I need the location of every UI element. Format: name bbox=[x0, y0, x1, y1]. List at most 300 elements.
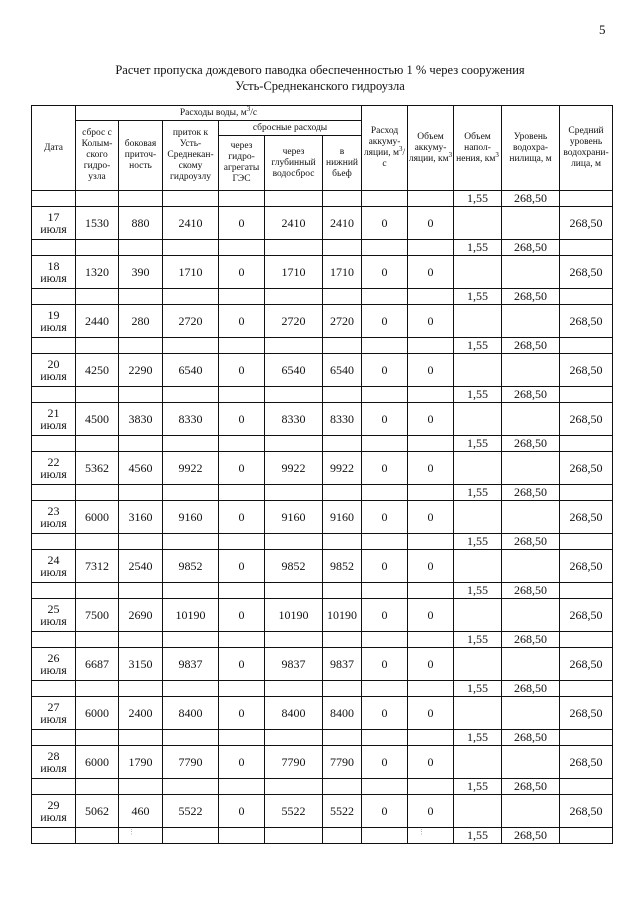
accum-volume-cell: 0 bbox=[408, 648, 454, 681]
mean-level-cell: 268,50 bbox=[560, 403, 613, 436]
empty-cell bbox=[219, 583, 265, 599]
empty-cell bbox=[219, 289, 265, 305]
hpp-cell: 0 bbox=[219, 550, 265, 583]
accum-flow-cell: 0 bbox=[362, 452, 408, 485]
kolyma-cell: 4250 bbox=[76, 354, 119, 387]
table-row bbox=[32, 207, 613, 240]
empty-cell bbox=[119, 779, 163, 795]
deep-spillway-cell: 9922 bbox=[265, 452, 323, 485]
date-cell bbox=[32, 599, 76, 632]
empty-cell bbox=[408, 191, 454, 207]
empty-cell bbox=[32, 583, 76, 599]
empty-cell bbox=[323, 681, 362, 697]
empty-cell bbox=[163, 828, 219, 844]
accum-flow-cell: 0 bbox=[362, 207, 408, 240]
inflow-cell: 9837 bbox=[163, 648, 219, 681]
mean-level-cell: 268,50 bbox=[560, 256, 613, 289]
header-date: Дата bbox=[32, 106, 76, 191]
fill-volume-cell: 1,55 bbox=[454, 632, 502, 648]
empty-cell bbox=[76, 240, 119, 256]
empty-cell bbox=[219, 779, 265, 795]
deep-spillway-cell: 7790 bbox=[265, 746, 323, 779]
downstream-cell: 1710 bbox=[323, 256, 362, 289]
empty-cell bbox=[502, 354, 560, 387]
empty-cell bbox=[362, 240, 408, 256]
level-row bbox=[32, 730, 613, 746]
table-row bbox=[32, 256, 613, 289]
empty-cell bbox=[560, 338, 613, 354]
table-row bbox=[32, 305, 613, 338]
fill-volume-cell: 1,55 bbox=[454, 534, 502, 550]
level-row bbox=[32, 779, 613, 795]
empty-cell bbox=[560, 191, 613, 207]
empty-cell bbox=[32, 534, 76, 550]
empty-cell bbox=[119, 583, 163, 599]
empty-cell bbox=[265, 730, 323, 746]
inflow-cell: 8400 bbox=[163, 697, 219, 730]
date-day: 29 bbox=[47, 798, 60, 812]
kolyma-cell: 7500 bbox=[76, 599, 119, 632]
date-cell bbox=[32, 746, 76, 779]
empty-cell bbox=[362, 681, 408, 697]
empty-cell bbox=[76, 730, 119, 746]
inflow-cell: 7790 bbox=[163, 746, 219, 779]
empty-cell bbox=[408, 338, 454, 354]
mean-level-cell: 268,50 bbox=[560, 452, 613, 485]
lateral-cell: 2690 bbox=[119, 599, 163, 632]
empty-cell bbox=[323, 436, 362, 452]
empty-cell bbox=[219, 338, 265, 354]
empty-cell bbox=[362, 632, 408, 648]
empty-cell bbox=[454, 452, 502, 485]
hpp-cell: 0 bbox=[219, 795, 265, 828]
lateral-cell: 390 bbox=[119, 256, 163, 289]
header-fill-volume: Объем напол-нения, $км^3$ bbox=[454, 106, 502, 191]
empty-cell bbox=[502, 746, 560, 779]
empty-cell bbox=[219, 436, 265, 452]
empty-cell bbox=[76, 583, 119, 599]
fill-volume-cell: 1,55 bbox=[454, 191, 502, 207]
level-row bbox=[32, 436, 613, 452]
empty-cell bbox=[265, 828, 323, 844]
lateral-cell: 3160 bbox=[119, 501, 163, 534]
fill-volume-cell: 1,55 bbox=[454, 485, 502, 501]
date-cell bbox=[32, 648, 76, 681]
empty-cell bbox=[119, 828, 163, 844]
accum-volume-cell: 0 bbox=[408, 403, 454, 436]
empty-cell bbox=[408, 534, 454, 550]
accum-volume-cell: 0 bbox=[408, 550, 454, 583]
empty-cell bbox=[32, 338, 76, 354]
empty-cell bbox=[362, 828, 408, 844]
reservoir-level-cell: 268,50 bbox=[502, 191, 560, 207]
accum-flow-cell: 0 bbox=[362, 697, 408, 730]
empty-cell bbox=[76, 289, 119, 305]
downstream-cell: 7790 bbox=[323, 746, 362, 779]
table-row bbox=[32, 452, 613, 485]
empty-cell bbox=[454, 697, 502, 730]
date-month: июля bbox=[40, 810, 67, 824]
downstream-cell: 10190 bbox=[323, 599, 362, 632]
accum-flow-cell: 0 bbox=[362, 599, 408, 632]
empty-cell bbox=[323, 289, 362, 305]
empty-cell bbox=[163, 289, 219, 305]
header-downstream: в нижний бьеф bbox=[323, 136, 362, 191]
mean-level-cell: 268,50 bbox=[560, 501, 613, 534]
empty-cell bbox=[454, 795, 502, 828]
level-row bbox=[32, 387, 613, 403]
empty-cell bbox=[32, 191, 76, 207]
accum-volume-cell: 0 bbox=[408, 452, 454, 485]
date-cell bbox=[32, 795, 76, 828]
reservoir-level-cell: 268,50 bbox=[502, 632, 560, 648]
empty-cell bbox=[119, 485, 163, 501]
empty-cell bbox=[502, 795, 560, 828]
deep-spillway-cell: 8330 bbox=[265, 403, 323, 436]
empty-cell bbox=[502, 403, 560, 436]
accum-volume-cell: 0 bbox=[408, 501, 454, 534]
table-row bbox=[32, 697, 613, 730]
empty-cell bbox=[119, 338, 163, 354]
date-month: июля bbox=[40, 565, 67, 579]
deep-spillway-cell: 10190 bbox=[265, 599, 323, 632]
mean-level-cell: 268,50 bbox=[560, 354, 613, 387]
inflow-cell: 9922 bbox=[163, 452, 219, 485]
accum-flow-cell: 0 bbox=[362, 746, 408, 779]
inflow-cell: 6540 bbox=[163, 354, 219, 387]
fill-volume-cell: 1,55 bbox=[454, 730, 502, 746]
empty-cell bbox=[362, 387, 408, 403]
empty-cell bbox=[32, 289, 76, 305]
date-day: 20 bbox=[47, 357, 60, 371]
empty-cell bbox=[163, 681, 219, 697]
empty-cell bbox=[32, 828, 76, 844]
table-row bbox=[32, 648, 613, 681]
empty-cell bbox=[323, 534, 362, 550]
date-month: июля bbox=[40, 271, 67, 285]
reservoir-level-cell: 268,50 bbox=[502, 338, 560, 354]
empty-cell bbox=[163, 779, 219, 795]
kolyma-cell: 7312 bbox=[76, 550, 119, 583]
empty-cell bbox=[119, 632, 163, 648]
date-day: 22 bbox=[47, 455, 60, 469]
empty-cell bbox=[454, 648, 502, 681]
hpp-cell: 0 bbox=[219, 207, 265, 240]
empty-cell bbox=[76, 485, 119, 501]
empty-cell bbox=[323, 828, 362, 844]
empty-cell bbox=[454, 354, 502, 387]
header-deep-spillway: через глубинный водосброс bbox=[265, 136, 323, 191]
empty-cell bbox=[265, 583, 323, 599]
empty-cell bbox=[76, 191, 119, 207]
empty-cell bbox=[265, 240, 323, 256]
downstream-cell: 6540 bbox=[323, 354, 362, 387]
empty-cell bbox=[408, 730, 454, 746]
lateral-cell: 880 bbox=[119, 207, 163, 240]
header-lateral-inflow: боковая приточ-ность bbox=[119, 121, 163, 191]
empty-cell bbox=[408, 828, 454, 844]
date-cell bbox=[32, 550, 76, 583]
date-month: июля bbox=[40, 663, 67, 677]
document-title bbox=[0, 62, 640, 94]
empty-cell bbox=[362, 534, 408, 550]
empty-cell bbox=[408, 289, 454, 305]
empty-cell bbox=[408, 681, 454, 697]
empty-cell bbox=[454, 746, 502, 779]
empty-cell bbox=[119, 730, 163, 746]
header-accum-flow: Расход аккуму-ляции, $м^3/с$ bbox=[362, 106, 408, 191]
mean-level-cell: 268,50 bbox=[560, 599, 613, 632]
table-row bbox=[32, 746, 613, 779]
empty-cell bbox=[362, 730, 408, 746]
accum-flow-cell: 0 bbox=[362, 403, 408, 436]
date-cell bbox=[32, 305, 76, 338]
empty-cell bbox=[323, 485, 362, 501]
header-reservoir-level: Уровень водохра-нилища, м bbox=[502, 106, 560, 191]
empty-cell bbox=[76, 338, 119, 354]
empty-cell bbox=[265, 436, 323, 452]
kolyma-cell: 4500 bbox=[76, 403, 119, 436]
table-row bbox=[32, 354, 613, 387]
accum-volume-cell: 0 bbox=[408, 256, 454, 289]
deep-spillway-cell: 9837 bbox=[265, 648, 323, 681]
date-day: 23 bbox=[47, 504, 60, 518]
date-month: июля bbox=[40, 516, 67, 530]
empty-cell bbox=[560, 534, 613, 550]
fill-volume-cell: 1,55 bbox=[454, 828, 502, 844]
inflow-cell: 9852 bbox=[163, 550, 219, 583]
empty-cell bbox=[362, 338, 408, 354]
empty-cell bbox=[454, 550, 502, 583]
hpp-cell: 0 bbox=[219, 501, 265, 534]
empty-cell bbox=[32, 485, 76, 501]
hpp-cell: 0 bbox=[219, 697, 265, 730]
empty-cell bbox=[408, 387, 454, 403]
fill-volume-cell: 1,55 bbox=[454, 289, 502, 305]
empty-cell bbox=[119, 436, 163, 452]
hpp-cell: 0 bbox=[219, 354, 265, 387]
empty-cell bbox=[163, 583, 219, 599]
level-row bbox=[32, 828, 613, 844]
empty-cell bbox=[219, 828, 265, 844]
empty-cell bbox=[163, 387, 219, 403]
empty-cell bbox=[219, 240, 265, 256]
accum-volume-cell: 0 bbox=[408, 354, 454, 387]
reservoir-level-cell: 268,50 bbox=[502, 436, 560, 452]
header-via-hpp: через гидро-агрегаты ГЭС bbox=[219, 136, 265, 191]
date-month: июля bbox=[40, 222, 67, 236]
empty-cell bbox=[502, 452, 560, 485]
empty-cell bbox=[163, 436, 219, 452]
empty-cell bbox=[265, 387, 323, 403]
kolyma-cell: 1530 bbox=[76, 207, 119, 240]
date-day: 26 bbox=[47, 651, 60, 665]
empty-cell bbox=[163, 632, 219, 648]
inflow-cell: 1710 bbox=[163, 256, 219, 289]
empty-cell bbox=[323, 730, 362, 746]
empty-cell bbox=[454, 501, 502, 534]
header-kolyma-discharge: сброс с Колым-ского гидро-узла bbox=[76, 121, 119, 191]
empty-cell bbox=[119, 534, 163, 550]
table-row bbox=[32, 795, 613, 828]
deep-spillway-cell: 9160 bbox=[265, 501, 323, 534]
empty-cell bbox=[408, 436, 454, 452]
table-row bbox=[32, 403, 613, 436]
accum-volume-cell: 0 bbox=[408, 697, 454, 730]
header-mean-level: Средний уровень водохрани-лица, м bbox=[560, 106, 613, 191]
hpp-cell: 0 bbox=[219, 403, 265, 436]
fill-volume-cell: 1,55 bbox=[454, 240, 502, 256]
empty-cell bbox=[323, 338, 362, 354]
date-month: июля bbox=[40, 467, 67, 481]
kolyma-cell: 5362 bbox=[76, 452, 119, 485]
empty-cell bbox=[76, 632, 119, 648]
downstream-cell: 9922 bbox=[323, 452, 362, 485]
kolyma-cell: 1320 bbox=[76, 256, 119, 289]
empty-cell bbox=[32, 387, 76, 403]
mean-level-cell: 268,50 bbox=[560, 305, 613, 338]
mean-level-cell: 268,50 bbox=[560, 550, 613, 583]
accum-volume-cell: 0 bbox=[408, 207, 454, 240]
downstream-cell: 9852 bbox=[323, 550, 362, 583]
empty-cell bbox=[219, 534, 265, 550]
empty-cell bbox=[265, 191, 323, 207]
empty-cell bbox=[219, 730, 265, 746]
inflow-cell: 9160 bbox=[163, 501, 219, 534]
accum-flow-cell: 0 bbox=[362, 648, 408, 681]
empty-cell bbox=[119, 191, 163, 207]
hpp-cell: 0 bbox=[219, 452, 265, 485]
kolyma-cell: 2440 bbox=[76, 305, 119, 338]
hpp-cell: 0 bbox=[219, 305, 265, 338]
empty-cell bbox=[119, 240, 163, 256]
accum-volume-cell: 0 bbox=[408, 599, 454, 632]
empty-cell bbox=[502, 697, 560, 730]
empty-cell bbox=[219, 485, 265, 501]
empty-cell bbox=[76, 681, 119, 697]
title-line-2: Усть-Среднеканского гидроузла bbox=[235, 79, 405, 93]
empty-cell bbox=[502, 256, 560, 289]
reservoir-level-cell: 268,50 bbox=[502, 779, 560, 795]
fill-volume-cell: 1,55 bbox=[454, 583, 502, 599]
empty-cell bbox=[502, 305, 560, 338]
empty-cell bbox=[560, 681, 613, 697]
kolyma-cell: 6000 bbox=[76, 746, 119, 779]
kolyma-cell: 5062 bbox=[76, 795, 119, 828]
mean-level-cell: 268,50 bbox=[560, 746, 613, 779]
empty-cell bbox=[502, 648, 560, 681]
date-day: 18 bbox=[47, 259, 60, 273]
level-row bbox=[32, 338, 613, 354]
empty-cell bbox=[119, 387, 163, 403]
mean-level-cell: 268,50 bbox=[560, 207, 613, 240]
table-row bbox=[32, 501, 613, 534]
deep-spillway-cell: 1710 bbox=[265, 256, 323, 289]
date-month: июля bbox=[40, 761, 67, 775]
lateral-cell: 2540 bbox=[119, 550, 163, 583]
deep-spillway-cell: 5522 bbox=[265, 795, 323, 828]
empty-cell bbox=[502, 599, 560, 632]
accum-volume-cell: 0 bbox=[408, 746, 454, 779]
empty-cell bbox=[265, 485, 323, 501]
empty-cell bbox=[265, 681, 323, 697]
table-row bbox=[32, 599, 613, 632]
empty-cell bbox=[560, 632, 613, 648]
date-month: июля bbox=[40, 369, 67, 383]
empty-cell bbox=[560, 730, 613, 746]
date-day: 24 bbox=[47, 553, 60, 567]
empty-cell bbox=[32, 240, 76, 256]
empty-cell bbox=[560, 387, 613, 403]
empty-cell bbox=[454, 305, 502, 338]
date-cell bbox=[32, 354, 76, 387]
mean-level-cell: 268,50 bbox=[560, 648, 613, 681]
empty-cell bbox=[163, 730, 219, 746]
level-row bbox=[32, 632, 613, 648]
page-number: 5 bbox=[599, 22, 606, 37]
accum-flow-cell: 0 bbox=[362, 256, 408, 289]
date-day: 28 bbox=[47, 749, 60, 763]
empty-cell bbox=[408, 485, 454, 501]
downstream-cell: 9837 bbox=[323, 648, 362, 681]
empty-cell bbox=[119, 289, 163, 305]
lateral-cell: 2290 bbox=[119, 354, 163, 387]
flood-table bbox=[31, 105, 613, 844]
inflow-cell: 10190 bbox=[163, 599, 219, 632]
empty-cell bbox=[323, 583, 362, 599]
empty-cell bbox=[454, 256, 502, 289]
empty-cell bbox=[76, 387, 119, 403]
accum-flow-cell: 0 bbox=[362, 305, 408, 338]
empty-cell bbox=[502, 207, 560, 240]
accum-volume-cell: 0 bbox=[408, 795, 454, 828]
header-accum-volume: Объем аккуму-ляции, $км^3$ bbox=[408, 106, 454, 191]
date-cell bbox=[32, 256, 76, 289]
accum-flow-cell: 0 bbox=[362, 550, 408, 583]
empty-cell bbox=[323, 191, 362, 207]
empty-cell bbox=[362, 583, 408, 599]
empty-cell bbox=[119, 681, 163, 697]
inflow-cell: 2720 bbox=[163, 305, 219, 338]
empty-cell bbox=[265, 289, 323, 305]
date-month: июля bbox=[40, 320, 67, 334]
empty-cell bbox=[323, 387, 362, 403]
hpp-cell: 0 bbox=[219, 746, 265, 779]
lateral-cell: 2400 bbox=[119, 697, 163, 730]
empty-cell bbox=[163, 338, 219, 354]
level-row bbox=[32, 583, 613, 599]
lateral-cell: 3150 bbox=[119, 648, 163, 681]
deep-spillway-cell: 2720 bbox=[265, 305, 323, 338]
empty-cell bbox=[454, 207, 502, 240]
reservoir-level-cell: 268,50 bbox=[502, 828, 560, 844]
empty-cell bbox=[219, 632, 265, 648]
reservoir-level-cell: 268,50 bbox=[502, 534, 560, 550]
empty-cell bbox=[163, 534, 219, 550]
empty-cell bbox=[362, 779, 408, 795]
date-day: 17 bbox=[47, 210, 60, 224]
level-row bbox=[32, 534, 613, 550]
lateral-cell: 1790 bbox=[119, 746, 163, 779]
date-day: 25 bbox=[47, 602, 60, 616]
empty-cell bbox=[362, 485, 408, 501]
level-row bbox=[32, 240, 613, 256]
fill-volume-cell: 1,55 bbox=[454, 387, 502, 403]
empty-cell bbox=[219, 681, 265, 697]
empty-cell bbox=[32, 730, 76, 746]
empty-cell bbox=[32, 436, 76, 452]
hpp-cell: 0 bbox=[219, 256, 265, 289]
